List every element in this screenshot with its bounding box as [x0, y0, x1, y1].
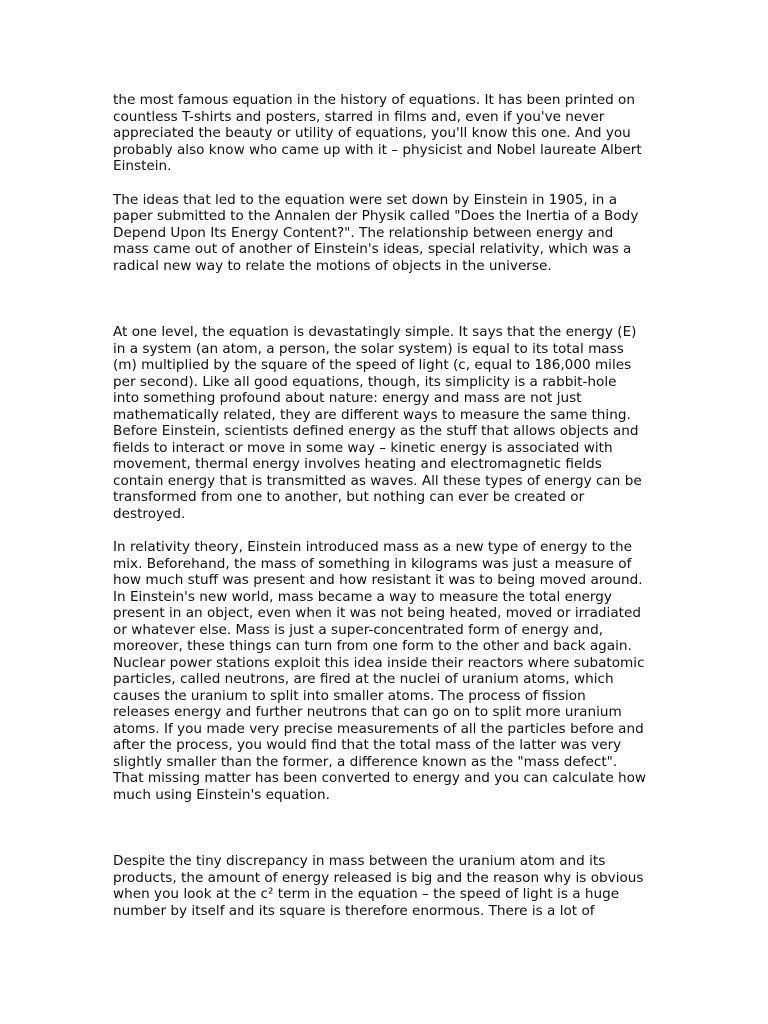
document-page — [113, 92, 661, 919]
paragraph-spacer — [113, 175, 661, 192]
paragraph-1: the most famous equation in the history of equations. It has been printed on countless T-shirts and posters, starred in films and, even if you've never appreciated the beauty or utility of equations, you'll know this one. And you probably also know who came up with it – physicist and Nobel laureate Albert Einstein. — [113, 92, 642, 174]
section-spacer — [113, 803, 661, 853]
paragraph-4: In relativity theory, Einstein introduced mass as a new type of energy to the mix. Beforehand, the mass of something in kilograms was just a measure of how much stuff was present and how resistant it was to being moved around. In Einstein's new world, mass became a way to measure the total energy present in an object, even when it was not being heated, moved or irradiated or whatever else. Mass is just a super-concentrated form of energy and, moreover, these things can turn from one form to the other and back again. Nuclear power stations exploit this idea inside their reactors where subatomic particles, called neutrons, are fired at the nuclei of uranium atoms, which causes the uranium to split into smaller atoms. The process of fission releases energy and further neutrons that can go on to split more uranium atoms. If you made very precise measurements of all the particles before and after the process, you would find that the total mass of the latter was very slightly smaller than the former, a difference known as the "mass defect". That missing matter has been converted to energy and you can calculate how much using Einstein's equation. — [113, 539, 647, 803]
paragraph-3: At one level, the equation is devastatingly simple. It says that the energy (E) in a system (an atom, a person, the solar system) is equal to its total mass (m) multiplied by the square of the speed of light (c, equal to 186,000 miles per second). Like all good equations, though, its simplicity is a rabbit-hole into something profound about nature: energy and mass are not just mathematically related, they are different ways to measure the same thing. Before Einstein, scientists defined energy as the stuff that allows objects and fields to interact or move in some way – kinetic energy is associated with movement, thermal energy involves heating and electromagnetic fields contain energy that is transmitted as waves. All these types of energy can be transformed from one to another, but nothing can ever be created or destroyed. — [113, 324, 642, 522]
paragraph-2: The ideas that led to the equation were set down by Einstein in 1905, in a paper submitted to the Annalen der Physik called "Does the Inertia of a Body Depend Upon Its Energy Content?". The relationship between energy and mass came out of another of Einstein's ideas, special relativity, which was a radical new way to relate the motions of objects in the universe. — [113, 191, 639, 274]
paragraph-spacer — [113, 522, 661, 539]
paragraph-5: Despite the tiny discrepancy in mass between the uranium atom and its products, the amount of energy released is big and the reason why is obvious when you look at the c² term in the equation – the speed of light is a huge number by itself and its square is therefore enormous. There is a lot of — [113, 853, 644, 919]
section-spacer — [113, 274, 661, 324]
